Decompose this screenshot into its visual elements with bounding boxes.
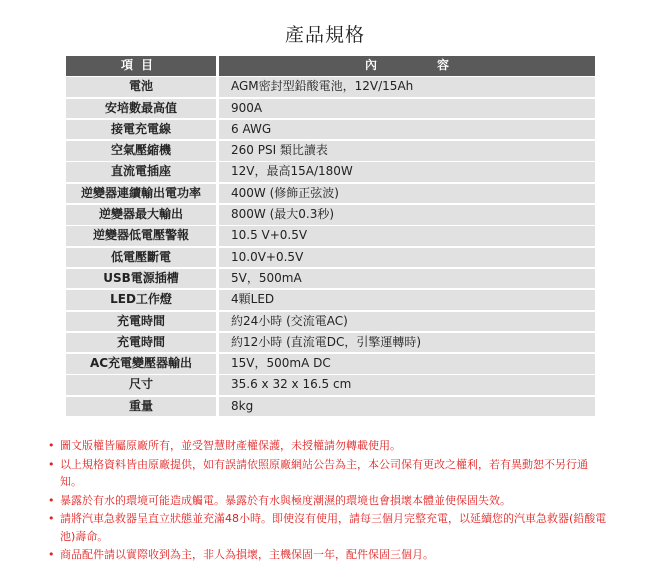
spec-value: 6 AWG — [219, 120, 595, 140]
table-row — [66, 312, 595, 332]
spec-label: USB電源插槽 — [66, 269, 216, 289]
table-row — [66, 354, 595, 374]
table-header-value — [219, 56, 595, 76]
bullet-icon: • — [48, 457, 55, 471]
table-row — [66, 99, 595, 119]
spec-label: 重量 — [66, 397, 216, 417]
spec-label: 接電充電線 — [66, 120, 216, 140]
table-row — [66, 77, 595, 97]
table-row — [66, 397, 595, 417]
table-row — [66, 205, 595, 225]
spec-value: 800W (最大0.3秒) — [219, 205, 595, 225]
note-item — [48, 456, 608, 491]
table-row — [66, 248, 595, 268]
note-item — [48, 492, 608, 510]
spec-value: 260 PSI 類比讀表 — [219, 141, 595, 161]
spec-value: 15V，500mA DC — [219, 354, 595, 374]
table-row — [66, 120, 595, 140]
note-text: 商品配件請以實際收到為主，非人為損壞，主機保固一年，配件保固三個月。 — [60, 548, 434, 561]
spec-value: 8kg — [219, 397, 595, 417]
spec-value: 10.0V+0.5V — [219, 248, 595, 268]
page-title: 產品規格 — [284, 24, 365, 46]
table-row — [66, 184, 595, 204]
spec-label: 逆變器最大輸出 — [66, 205, 216, 225]
spec-value: 約24小時 (交流電AC) — [219, 312, 595, 332]
table-header-row — [66, 56, 595, 76]
spec-label: 直流電插座 — [66, 162, 216, 182]
spec-table — [66, 56, 595, 418]
spec-value: 12V，最高15A/180W — [219, 162, 595, 182]
note-text: 以上規格資料皆由原廠提供，如有誤請依照原廠網站公告為主，本公司保有更改之權利，若有異動恕不另行通知。 — [60, 457, 588, 488]
table-row — [66, 333, 595, 353]
spec-value: 4顆LED — [219, 290, 595, 310]
spec-value: AGM密封型鉛酸電池，12V/15Ah — [219, 77, 595, 97]
spec-label: 電池 — [66, 77, 216, 97]
table-header-label — [66, 56, 216, 76]
spec-rows — [66, 77, 595, 416]
spec-value: 約12小時 (直流電DC，引擎運轉時) — [219, 333, 595, 353]
header-value-text: 內容 — [364, 58, 509, 72]
spec-label: 充電時間 — [66, 333, 216, 353]
table-row — [66, 290, 595, 310]
note-text: 圖文版權皆屬原廠所有，並受智慧財產權保護，未授權請勿轉載使用。 — [60, 439, 401, 452]
table-row — [66, 226, 595, 246]
spec-label: 安培數最高值 — [66, 99, 216, 119]
table-row — [66, 269, 595, 289]
note-item — [48, 510, 608, 545]
bullet-icon: • — [48, 493, 55, 507]
spec-label: LED工作燈 — [66, 290, 216, 310]
bullet-icon: • — [48, 512, 55, 525]
bullet-icon: • — [48, 548, 55, 561]
spec-label: 逆變器連續輸出電功率 — [66, 184, 216, 204]
table-row — [66, 141, 595, 161]
spec-label: 空氣壓縮機 — [66, 141, 216, 161]
spec-value: 5V，500mA — [219, 269, 595, 289]
note-item — [48, 546, 608, 564]
spec-label: AC充電變壓器輸出 — [66, 354, 216, 374]
bullet-icon: • — [48, 439, 55, 452]
table-row — [66, 162, 595, 182]
spec-label: 逆變器低電壓警報 — [66, 226, 216, 246]
spec-label: 低電壓斷電 — [66, 248, 216, 268]
spec-value: 10.5 V+0.5V — [219, 226, 595, 246]
table-row — [66, 375, 595, 395]
spec-value: 35.6 x 32 x 16.5 cm — [219, 375, 595, 395]
spec-value: 400W (修飾正弦波) — [219, 184, 595, 204]
spec-label: 尺寸 — [66, 375, 216, 395]
spec-value: 900A — [219, 99, 595, 119]
spec-label: 充電時間 — [66, 312, 216, 332]
note-text: 請將汽車急救器呈直立狀態並充滿48小時。即使沒有使用，請每三個月完整充電，以延續您的汽車急救器(鉛酸電池)壽命。 — [60, 512, 607, 543]
notes-list — [48, 437, 608, 565]
header-label-text: 項目 — [120, 58, 161, 72]
note-text: 暴露於有水的環境可能造成觸電。暴露於有水與極度潮濕的環境也會損壞本體並使保固失效。 — [60, 493, 511, 507]
note-item — [48, 437, 608, 455]
